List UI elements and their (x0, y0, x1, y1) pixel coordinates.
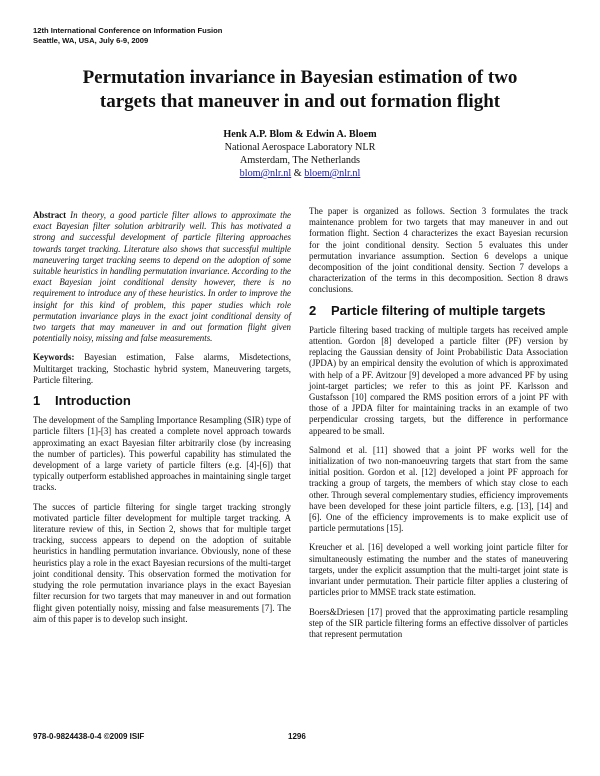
section-2-number: 2 (309, 302, 317, 318)
email-link-2[interactable]: bloem@nlr.nl (304, 168, 361, 179)
section-1-paragraph-2: The succes of particle filtering for single target tracking strongly motivated particle filter development for multiple target tracking. A literature review of this, in Section 2, shows that for multiple target tracking, success appears to depend on the adoption of suitable heuristics in handling permutation invariance. Obviously, none of these heuristics play a role in the exact Bayesian recursions of the multi-target joint conditional density. This observation formed the motivation for studying the role permutation invariance plays in the exact Bayesian filter recursion for two targets that may maneuver in and out formation flight given potentially noisy, missing and false measurements [7]. The aim of this paper is to develop such insight. (33, 501, 291, 624)
keywords-label: Keywords: (33, 352, 75, 363)
paper-organization-paragraph: The paper is organized as follows. Section 3 formulates the track maintenance problem for two targets that may maneuver in and out formation flight. Section 4 characterizes the exact Bayesian recursion for the joint conditional density. Section 5 evaluates this under permutation invariance assumption. Section 6 develops a unique decomposition of the joint conditional density. Section 7 develops a characterization of the terms in this decomposition. Section 8 draws conclusions. (309, 206, 568, 295)
left-column (33, 210, 291, 633)
author-block (150, 128, 450, 180)
section-2-paragraph-3: Kreucher et al. [16] developed a well working joint particle filter for simultaneously estimating the number and the states of maneuvering targets, under the explicit assumption that the multi-target joint state is invariant under permutation. Their particle filter applies a clustering of particles prior to MMSE track state estimation. (309, 542, 568, 598)
email-link-1[interactable]: blom@nlr.nl (239, 168, 292, 179)
email-separator: & (291, 168, 305, 179)
section-1-title: Introduction (55, 393, 131, 409)
abstract-text: In theory, a good particle filter allows to approximate the exact Bayesian filter solution arbitrarily well. This has motivated a strong and successful development of particle filtering approaches towards target tracking. Literature also shows that successful multiple maneuvering target tracking seems to depend on the adoption of some suitable heuristics in handling permutation invariance. According to the exact Bayesian joint conditional density however, there is no requirement to introduce any of these heuristics. In order to improve the insight for this kind of problem, this paper studies which role permutation invariance plays in the exact joint conditional density of two targets that may maneuver in and out formation flight given potentially noisy, missing and false measurements. (33, 210, 291, 344)
section-2-paragraph-4: Boers&Driesen [17] proved that the approximating particle resampling step of the SIR particle filtering forms an effective dissolver of particles that represent permutation (309, 606, 568, 639)
affiliation: National Aerospace Laboratory NLR (224, 142, 376, 153)
conference-location: Seattle, WA, USA, July 6-9, 2009 (33, 36, 149, 45)
section-2-heading (309, 302, 568, 318)
author-names: Henk A.P. Blom & Edwin A. Bloem (223, 129, 377, 140)
section-2-paragraph-1: Particle filtering based tracking of multiple targets has received ample attention. Gordon [8] developed a particle filter (PF) version by replacing the Gaussian density of Joint Probabilistic Data Association (JPDA) by an empirical density the evolution of which is approximated with help of a PF. Avitzour [9] developed a more advanced PF by using joint-target particles; we refer to this as joint PF. Karlsson and Gustafsson [10] compared the RMS position errors of a joint PF with those of a JPDA filter for maintaining tracks in an example of two perpendicular crossing targets, but the difference in performance appeared to be small. (309, 324, 568, 436)
keywords-text: Bayesian estimation, False alarms, Misdetections, Multitarget tracking, Stochastic hybrid system, Maneuvering targets, Particle filtering. (33, 352, 292, 385)
page-number: 1296 (288, 732, 306, 741)
right-column (309, 206, 568, 648)
conference-header (33, 26, 222, 46)
keywords (33, 352, 291, 386)
email-line (150, 167, 450, 180)
abstract (33, 210, 291, 344)
section-1-paragraph-1: The development of the Sampling Importance Resampling (SIR) type of particle filters [1]-[3] has created a complete novel approach towards approximating an exact Bayesian filter arbitrarily close (by increasing the number of particles). This powerful capability has stimulated the development of a large variety of particle filters (e.g. [4]-[6]) that typically outperform established approaches in maintaining single target tracks. (33, 415, 291, 493)
abstract-label: Abstract (33, 210, 67, 220)
section-2-title: Particle filtering of multiple targets (331, 302, 546, 318)
location: Amsterdam, The Netherlands (239, 155, 361, 166)
paper-title: Permutation invariance in Bayesian estimation of two targets that maneuver in and out formation flight (82, 67, 518, 112)
footer-isbn: 978-0-9824438-0-4 ©2009 ISIF (33, 732, 145, 741)
conference-name: 12th International Conference on Information Fusion (33, 26, 223, 35)
section-1-number: 1 (33, 393, 41, 409)
section-1-heading (33, 393, 291, 409)
section-2-paragraph-2: Salmond et al. [11] showed that a joint PF works well for the initialization of two non-manoeuvring targets that start from the same initial position. Gordon et al. [12] developed a joint PF approach for tracking a group of targets, the members of which stay close to each other. Through several complementary studies, efficiency improvements have been developed for these joint particle filters, e.g. [13], [14] and [6]. One of the efficiency improvements is to make explicit use of particle permutations [15]. (309, 444, 568, 534)
